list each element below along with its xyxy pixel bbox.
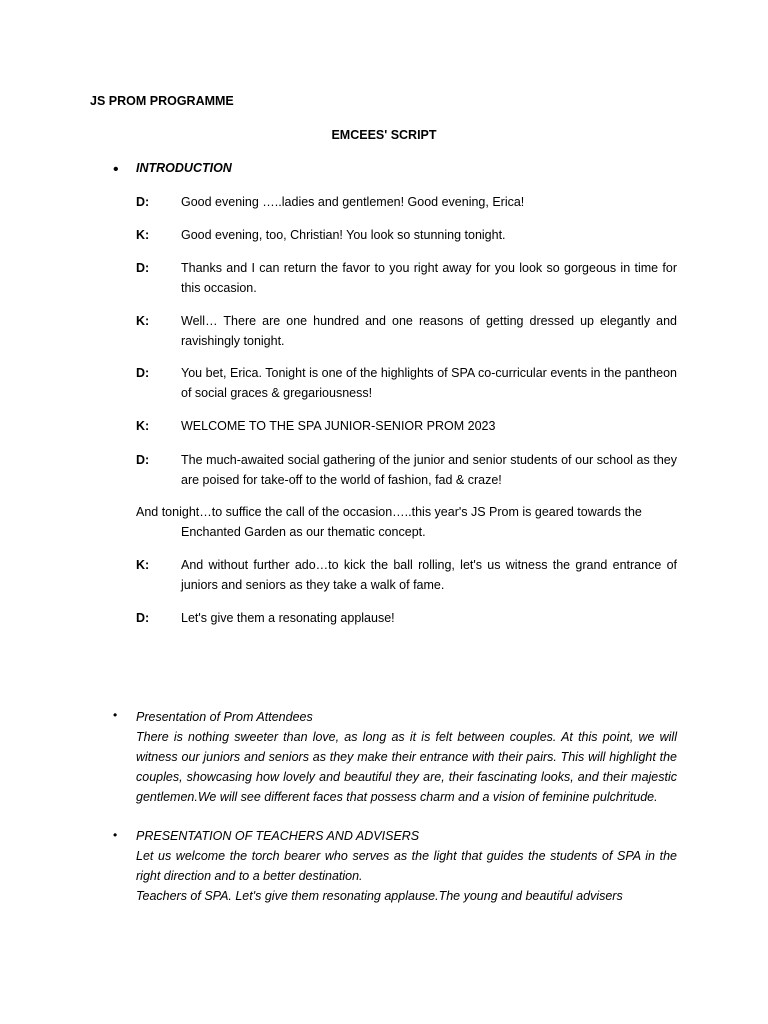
dialogue-text: And without further ado…to kick the ball rolling, let's us witness the grand entrance of juniors and seniors as they take a walk of fame. bbox=[181, 558, 677, 592]
section-body-2: Teachers of SPA. Let's give them resonating applause.The young and beautiful advisers bbox=[136, 889, 623, 903]
document-title: JS PROM PROGRAMME bbox=[90, 94, 234, 108]
section-body: Let us welcome the torch bearer who serves as the light that guides the students of SPA in the right direction and to a better destination. bbox=[136, 849, 677, 883]
document-subtitle: EMCEES' SCRIPT bbox=[331, 128, 437, 142]
dialogue-text: Good evening …..ladies and gentlemen! Good evening, Erica! bbox=[181, 195, 525, 209]
section-heading: Presentation of Prom Attendees bbox=[136, 710, 313, 724]
intro-heading: INTRODUCTION bbox=[136, 161, 232, 175]
dialogue-text: Let's give them a resonating applause! bbox=[181, 611, 395, 625]
speaker-label: K: bbox=[136, 558, 150, 572]
speaker-label: D: bbox=[136, 453, 150, 467]
tonight-paragraph bbox=[136, 503, 677, 542]
speaker-label: K: bbox=[136, 419, 150, 433]
dialogue-text: You bet, Erica. Tonight is one of the highlights of SPA co-curricular events in the pantheon of social graces & gregariousness! bbox=[181, 366, 677, 400]
section-bullet: • bbox=[113, 708, 118, 722]
speaker-label: D: bbox=[136, 366, 150, 380]
speaker-label: K: bbox=[136, 314, 150, 328]
intro-bullet: • bbox=[113, 161, 119, 178]
tonight-line-2: Enchanted Garden as our thematic concept. bbox=[181, 524, 426, 539]
dialogue-text: Good evening, too, Christian! You look so stunning tonight. bbox=[181, 228, 506, 242]
speaker-label: D: bbox=[136, 195, 150, 209]
dialogue-text: WELCOME TO THE SPA JUNIOR-SENIOR PROM 2023 bbox=[181, 419, 496, 433]
speaker-label: K: bbox=[136, 228, 150, 242]
section-body: There is nothing sweeter than love, as long as it is felt between couples. At this point, we will witness our juniors and seniors as they make their entrance with their pairs. This will highlight the couples, showcasing how lovely and beautiful they are, their fascinating looks, and their majestic gentlemen.We will see different faces that possess charm and a vision of feminine pulchritude. bbox=[136, 730, 677, 804]
dialogue-text: Thanks and I can return the favor to you right away for you look so gorgeous in time for this occasion. bbox=[181, 261, 677, 295]
speaker-label: D: bbox=[136, 611, 150, 625]
speaker-label: D: bbox=[136, 261, 150, 275]
dialogue-text: Well… There are one hundred and one reasons of getting dressed up elegantly and ravishingly tonight. bbox=[181, 314, 677, 348]
section-bullet: • bbox=[113, 828, 118, 842]
section-teachers bbox=[136, 826, 677, 906]
section-attendees bbox=[136, 707, 677, 807]
tonight-line-1: And tonight…to suffice the call of the occasion…..this year's JS Prom is geared towards the bbox=[136, 505, 642, 519]
dialogue-text: The much-awaited social gathering of the junior and senior students of our school as they are poised for take-off to the world of fashion, fad & craze! bbox=[181, 453, 677, 487]
section-heading: PRESENTATION OF TEACHERS AND ADVISERS bbox=[136, 829, 420, 843]
